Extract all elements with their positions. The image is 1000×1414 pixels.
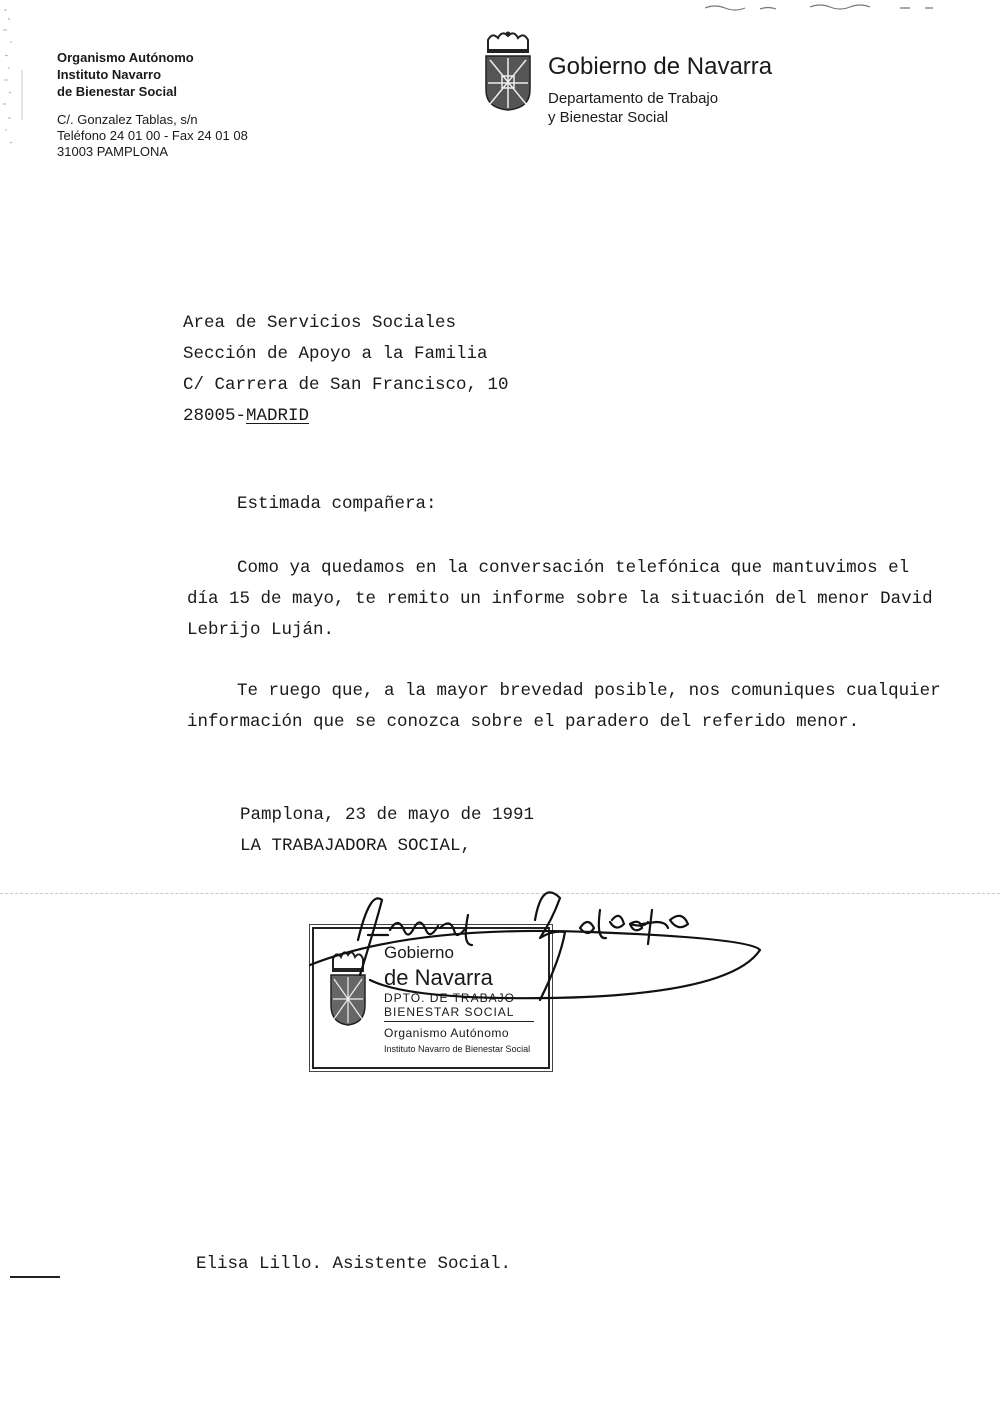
margin-mark xyxy=(10,1276,60,1278)
letter-greeting: Estimada compañera: xyxy=(237,494,437,514)
stamp-line-1: Gobierno xyxy=(384,943,454,962)
stamp-line-4: BIENESTAR SOCIAL xyxy=(384,1005,515,1019)
sender-address-3: 31003 PAMPLONA xyxy=(57,144,169,159)
government-department xyxy=(548,89,718,127)
signer-role: LA TRABAJADORA SOCIAL, xyxy=(240,836,472,856)
government-title: Gobierno de Navarra xyxy=(548,53,773,80)
recipient-line-2: Sección de Apoyo a la Familia xyxy=(183,344,488,364)
letter-paragraph-2: Te ruego que, a la mayor brevedad posible, nos comuniques cualquier información que se conozca sobre el paradero del referido menor. xyxy=(187,681,941,732)
recipient-address xyxy=(183,308,509,432)
handwritten-signature xyxy=(290,880,780,1030)
top-scribble xyxy=(700,0,940,16)
scan-edge-noise xyxy=(0,0,36,160)
sender-line-3: de Bienestar Social xyxy=(57,84,177,99)
signer-name: Elisa Lillo. Asistente Social. xyxy=(196,1254,512,1274)
recipient-line-1: Area de Servicios Sociales xyxy=(183,313,457,333)
stamp-line-5: Organismo Autónomo xyxy=(384,1026,510,1040)
sender-line-2: Instituto Navarro xyxy=(57,67,162,82)
navarra-crest-icon xyxy=(482,30,534,112)
stamp-line-2: de Navarra xyxy=(384,965,493,990)
recipient-line-4 xyxy=(183,401,509,432)
recipient-city: MADRID xyxy=(246,406,310,426)
recipient-line-3: C/ Carrera de San Francisco, 10 xyxy=(183,375,509,395)
recipient-postal-code: 28005- xyxy=(183,406,247,426)
sender-line-1: Organismo Autónomo xyxy=(57,50,194,65)
sender-address-1: C/. Gonzalez Tablas, s/n xyxy=(57,112,198,127)
department-line-1: Departamento de Trabajo xyxy=(548,90,719,107)
sender-address-2: Teléfono 24 01 00 - Fax 24 01 08 xyxy=(57,128,248,143)
sender-block xyxy=(57,49,248,160)
letter-closing xyxy=(240,800,534,862)
stamp-line-3: DPTO. DE TRABAJO xyxy=(384,991,515,1005)
department-line-2: y Bienestar Social xyxy=(548,109,669,126)
letter-paragraph-1: Como ya quedamos en la conversación telefónica que mantuvimos el día 15 de mayo, te remito un informe sobre la situación del menor David Lebrijo Luján. xyxy=(187,558,933,640)
stamp-line-6: Instituto Navarro de Bienestar Social xyxy=(384,1044,531,1054)
place-date: Pamplona, 23 de mayo de 1991 xyxy=(240,805,535,825)
